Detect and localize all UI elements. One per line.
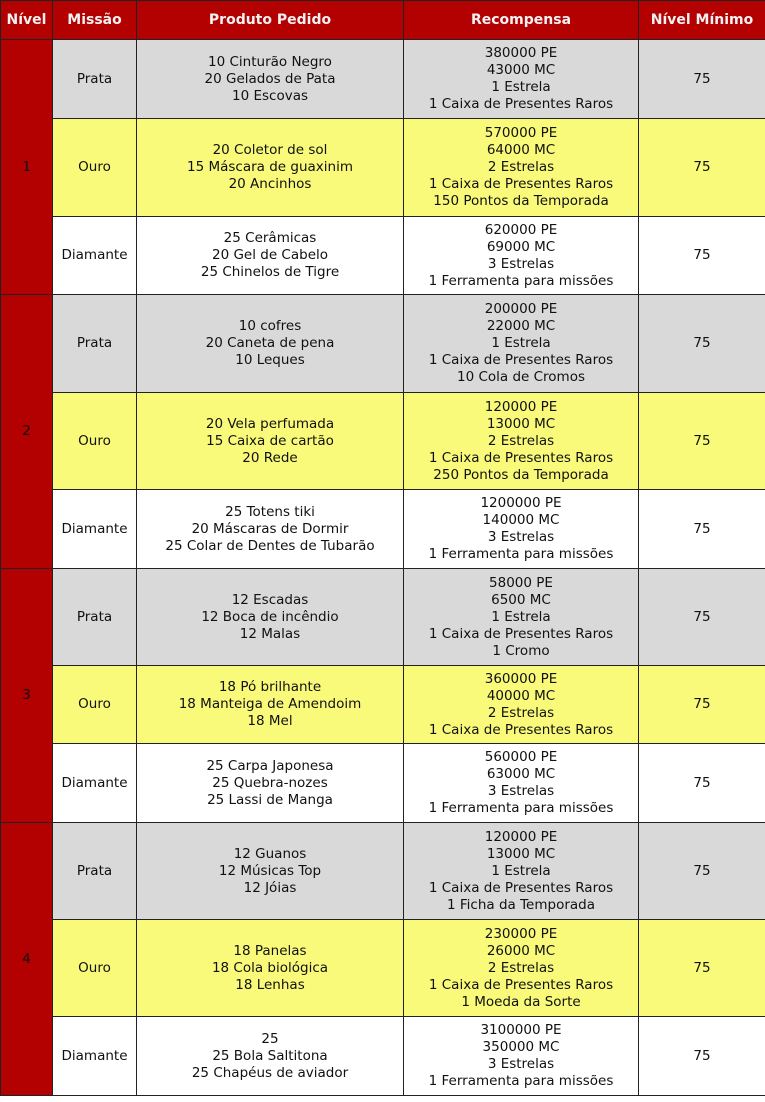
product-item: 25 Quebra-nozes — [212, 774, 328, 791]
products-cell — [137, 490, 404, 569]
product-item: 18 Lenhas — [235, 976, 305, 993]
product-item: 12 Jóias — [243, 879, 297, 896]
min-level-cell: 75 — [639, 40, 765, 119]
mission-tier-cell: Ouro — [53, 393, 137, 490]
products-cell — [137, 569, 404, 666]
product-item: 25 Colar de Dentes de Tubarão — [165, 537, 375, 554]
reward-item: 1 Caixa de Presentes Raros — [428, 176, 614, 192]
mission-tier-cell: Prata — [53, 823, 137, 920]
rewards-cell — [404, 1017, 639, 1096]
products-cell — [137, 295, 404, 393]
mission-tier-cell: Ouro — [53, 666, 137, 744]
reward-item: 570000 PE — [484, 125, 558, 141]
min-level-cell: 75 — [639, 1017, 765, 1096]
product-item: 25 Bola Saltitona — [212, 1047, 328, 1064]
table-row — [1, 569, 765, 666]
rewards-cell — [404, 569, 639, 666]
reward-item: 120000 PE — [484, 398, 558, 415]
header-mission: Missão — [53, 1, 137, 40]
reward-item: 560000 PE — [484, 749, 558, 765]
products-cell — [137, 119, 404, 217]
mission-tier-cell: Ouro — [53, 920, 137, 1017]
table-row — [1, 40, 765, 119]
rewards-cell — [404, 217, 639, 295]
product-item: 12 Músicas Top — [218, 862, 322, 879]
reward-item: 120000 PE — [484, 828, 558, 845]
reward-item: 6500 MC — [491, 591, 551, 608]
reward-item: 1 Estrela — [491, 608, 551, 625]
level-cell: 4 — [1, 823, 53, 1096]
product-item: 18 Panelas — [233, 942, 307, 959]
min-level-cell: 75 — [639, 569, 765, 666]
min-level-cell: 75 — [639, 217, 765, 295]
min-level-cell: 75 — [639, 393, 765, 490]
reward-item: 1 Cromo — [492, 642, 550, 659]
reward-item: 43000 MC — [486, 62, 556, 78]
table-header — [1, 1, 765, 40]
mission-tier-cell: Diamante — [53, 490, 137, 569]
reward-item: 350000 MC — [482, 1039, 560, 1055]
reward-item: 13000 MC — [486, 415, 556, 432]
header-row — [1, 1, 765, 40]
reward-item: 2 Estrelas — [487, 159, 555, 175]
reward-item: 2 Estrelas — [487, 959, 555, 976]
reward-item: 1 Estrela — [491, 862, 551, 879]
reward-item: 69000 MC — [486, 238, 556, 255]
min-level-cell: 75 — [639, 823, 765, 920]
reward-item: 620000 PE — [484, 221, 558, 238]
reward-item: 1 Ficha da Temporada — [447, 896, 595, 913]
reward-item: 13000 MC — [486, 845, 556, 862]
reward-item: 1 Caixa de Presentes Raros — [428, 625, 614, 642]
table-row — [1, 920, 765, 1017]
product-item: 10 Escovas — [231, 87, 308, 104]
product-item: 10 Leques — [235, 352, 305, 368]
reward-item: 1 Caixa de Presentes Raros — [428, 721, 614, 738]
reward-item: 1200000 PE — [480, 495, 562, 511]
reward-item: 1 Estrela — [491, 79, 551, 95]
products-cell — [137, 823, 404, 920]
product-item: 25 Carpa Japonesa — [206, 757, 334, 774]
header-min-level: Nível Mínimo — [639, 1, 765, 40]
reward-item: 140000 MC — [482, 512, 560, 528]
rewards-cell — [404, 295, 639, 393]
products-cell — [137, 1017, 404, 1096]
product-item: 25 Lassi de Manga — [207, 791, 333, 808]
product-item: 20 Coletor de sol — [212, 142, 328, 158]
product-item: 18 Cola biológica — [211, 959, 329, 976]
table-row — [1, 1017, 765, 1096]
min-level-cell: 75 — [639, 920, 765, 1017]
product-item: 12 Escadas — [231, 591, 309, 608]
reward-item: 1 Caixa de Presentes Raros — [428, 352, 614, 368]
table-row — [1, 666, 765, 744]
mission-tier-cell: Prata — [53, 295, 137, 393]
reward-item: 64000 MC — [486, 142, 556, 158]
reward-item: 63000 MC — [486, 766, 556, 782]
rewards-cell — [404, 823, 639, 920]
rewards-cell — [404, 490, 639, 569]
table-body — [1, 40, 765, 1096]
product-item: 20 Gelados de Pata — [204, 70, 336, 87]
mission-tier-cell: Diamante — [53, 1017, 137, 1096]
min-level-cell: 75 — [639, 744, 765, 823]
reward-item: 26000 MC — [486, 942, 556, 959]
mission-tier-cell: Ouro — [53, 119, 137, 217]
reward-item: 22000 MC — [486, 318, 556, 334]
table-row — [1, 393, 765, 490]
reward-item: 3100000 PE — [480, 1022, 562, 1038]
header-level: Nível — [1, 1, 53, 40]
table-row — [1, 119, 765, 217]
reward-item: 1 Ferramenta para missões — [428, 272, 614, 289]
header-product: Produto Pedido — [137, 1, 404, 40]
rewards-cell — [404, 119, 639, 217]
product-item: 25 — [261, 1030, 279, 1047]
reward-item: 10 Cola de Cromos — [456, 369, 586, 385]
reward-item: 150 Pontos da Temporada — [433, 193, 609, 209]
product-item: 12 Malas — [239, 625, 301, 642]
products-cell — [137, 393, 404, 490]
product-item: 12 Guanos — [233, 845, 307, 862]
product-item: 18 Manteiga de Amendoim — [178, 696, 362, 712]
reward-item: 1 Caixa de Presentes Raros — [428, 449, 614, 466]
level-cell: 3 — [1, 569, 53, 823]
reward-item: 58000 PE — [489, 574, 553, 591]
rewards-cell — [404, 744, 639, 823]
product-item: 20 Ancinhos — [228, 176, 312, 192]
product-item: 20 Gel de Cabelo — [211, 247, 329, 263]
product-item: 18 Mel — [247, 713, 293, 729]
reward-item: 380000 PE — [484, 45, 558, 61]
product-item: 25 Totens tiki — [225, 503, 315, 520]
product-item: 25 Chinelos de Tigre — [200, 264, 340, 280]
products-cell — [137, 920, 404, 1017]
mission-tier-cell: Prata — [53, 40, 137, 119]
reward-item: 200000 PE — [484, 301, 558, 317]
reward-item: 1 Moeda da Sorte — [461, 993, 581, 1010]
level-cell: 1 — [1, 40, 53, 295]
rewards-cell — [404, 666, 639, 744]
reward-item: 2 Estrelas — [487, 432, 555, 449]
product-item: 25 Cerâmicas — [223, 230, 317, 246]
reward-item: 40000 MC — [486, 687, 556, 704]
reward-item: 1 Caixa de Presentes Raros — [428, 976, 614, 993]
product-item: 10 Cinturão Negro — [208, 53, 332, 70]
products-cell — [137, 217, 404, 295]
product-item: 20 Rede — [242, 449, 298, 466]
table-row — [1, 823, 765, 920]
reward-item: 1 Ferramenta para missões — [428, 800, 614, 816]
table-row — [1, 744, 765, 823]
products-cell — [137, 40, 404, 119]
min-level-cell: 75 — [639, 295, 765, 393]
products-cell — [137, 744, 404, 823]
rewards-cell — [404, 40, 639, 119]
product-item: 15 Caixa de cartão — [206, 432, 334, 449]
product-item: 20 Vela perfumada — [205, 415, 335, 432]
reward-item: 230000 PE — [484, 925, 558, 942]
min-level-cell: 75 — [639, 666, 765, 744]
rewards-cell — [404, 393, 639, 490]
products-cell — [137, 666, 404, 744]
product-item: 10 cofres — [238, 318, 302, 334]
product-item: 15 Máscara de guaxinim — [187, 159, 353, 175]
product-item: 20 Máscaras de Dormir — [191, 520, 349, 537]
table-row — [1, 217, 765, 295]
reward-item: 3 Estrelas — [487, 529, 555, 545]
product-item: 12 Boca de incêndio — [201, 608, 339, 625]
reward-item: 250 Pontos da Temporada — [433, 466, 609, 483]
reward-item: 1 Caixa de Presentes Raros — [428, 879, 614, 896]
reward-item: 1 Caixa de Presentes Raros — [428, 96, 614, 112]
mission-tier-cell: Diamante — [53, 217, 137, 295]
reward-item: 3 Estrelas — [487, 1056, 555, 1072]
reward-item: 360000 PE — [484, 670, 558, 687]
table-row — [1, 295, 765, 393]
reward-item: 3 Estrelas — [487, 255, 555, 272]
min-level-cell: 75 — [639, 119, 765, 217]
reward-item: 1 Estrela — [491, 335, 551, 351]
header-reward: Recompensa — [404, 1, 639, 40]
table-row — [1, 490, 765, 569]
reward-item: 1 Ferramenta para missões — [428, 1073, 614, 1089]
product-item: 20 Caneta de pena — [205, 335, 335, 351]
mission-tier-cell: Diamante — [53, 744, 137, 823]
product-item: 25 Chapéus de aviador — [191, 1064, 349, 1081]
reward-item: 2 Estrelas — [487, 704, 555, 721]
product-item: 18 Pó brilhante — [218, 679, 322, 695]
level-cell: 2 — [1, 295, 53, 569]
rewards-cell — [404, 920, 639, 1017]
min-level-cell: 75 — [639, 490, 765, 569]
mission-tier-cell: Prata — [53, 569, 137, 666]
reward-item: 3 Estrelas — [487, 783, 555, 799]
reward-item: 1 Ferramenta para missões — [428, 546, 614, 562]
